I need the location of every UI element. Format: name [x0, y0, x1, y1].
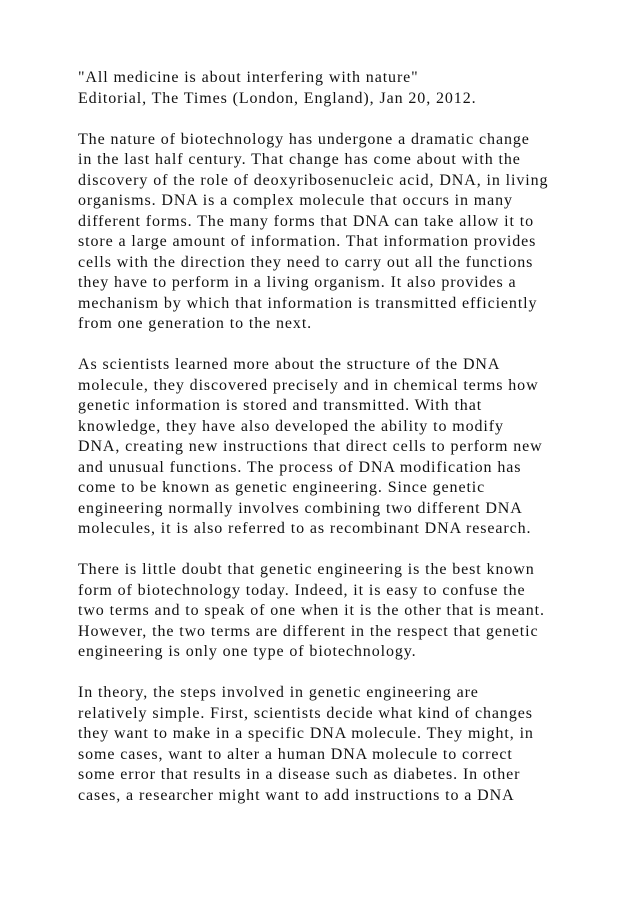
paragraph-spacer	[78, 109, 623, 130]
paragraph-line: they have to perform in a living organism. It also provides a	[78, 274, 517, 291]
paragraph-line: molecules, it is also referred to as recombinant DNA research.	[78, 520, 532, 537]
paragraph-line: engineering is only one type of biotechnology.	[78, 643, 417, 660]
paragraph-line: come to be known as genetic engineering. Since genetic	[78, 479, 486, 496]
paragraph-line: organisms. DNA is a complex molecule that occurs in many	[78, 192, 513, 209]
document-header	[78, 68, 623, 109]
document-body	[78, 68, 623, 806]
paragraph-line: they want to make in a specific DNA molecule. They might, in	[78, 725, 534, 742]
paragraph-line: store a large amount of information. That information provides	[78, 233, 537, 250]
paragraph-line: form of biotechnology today. Indeed, it is easy to confuse the	[78, 581, 526, 599]
paragraph	[78, 130, 623, 335]
paragraph-line: some error that results in a disease such as diabetes. In other	[78, 766, 521, 783]
paragraph-line: two terms and to speak of one when it is the other that is meant.	[78, 602, 545, 619]
paragraph-line: cases, a researcher might want to add instructions to a DNA	[78, 786, 515, 804]
paragraph	[78, 355, 623, 540]
paragraph-line: The nature of biotechnology has undergone a dramatic change	[78, 130, 530, 148]
paragraph-line: In theory, the steps involved in genetic engineering are	[78, 684, 479, 701]
paragraph	[78, 560, 623, 663]
paragraph-line: relatively simple. First, scientists decide what kind of changes	[78, 704, 533, 722]
paragraph-line: DNA, creating new instructions that direct cells to perform new	[78, 438, 543, 455]
paragraph-spacer	[78, 540, 623, 561]
paragraph-line: There is little doubt that genetic engineering is the best known	[78, 561, 535, 578]
paragraph-line: However, the two terms are different in the respect that genetic	[78, 622, 539, 640]
paragraph	[78, 683, 623, 806]
paragraph-line: cells with the direction they need to carry out all the functions	[78, 253, 534, 271]
article-title: "All medicine is about interfering with nature"	[78, 69, 419, 86]
paragraph-line: from one generation to the next.	[78, 315, 313, 332]
paragraph-line: As scientists learned more about the structure of the DNA	[78, 356, 501, 373]
paragraph-spacer	[78, 335, 623, 356]
paragraph-line: mechanism by which that information is transmitted efficiently	[78, 294, 538, 312]
paragraph-line: genetic information is stored and transmitted. With that	[78, 397, 483, 414]
paragraph-line: and unusual functions. The process of DNA modification has	[78, 458, 522, 476]
paragraph-line: molecule, they discovered precisely and in chemical terms how	[78, 376, 539, 394]
article-source: Editorial, The Times (London, England), Jan 20, 2012.	[78, 89, 477, 107]
paragraph-line: discovery of the role of deoxyribosenucleic acid, DNA, in living	[78, 171, 549, 189]
paragraph-line: engineering normally involves combining two different DNA	[78, 499, 523, 517]
paragraph-line: different forms. The many forms that DNA can take allow it to	[78, 212, 534, 230]
paragraph-line: knowledge, they have also developed the ability to modify	[78, 417, 504, 435]
paragraph-line: in the last half century. That change has come about with the	[78, 151, 521, 168]
paragraph-line: some cases, want to alter a human DNA molecule to correct	[78, 745, 513, 763]
paragraph-spacer	[78, 663, 623, 684]
